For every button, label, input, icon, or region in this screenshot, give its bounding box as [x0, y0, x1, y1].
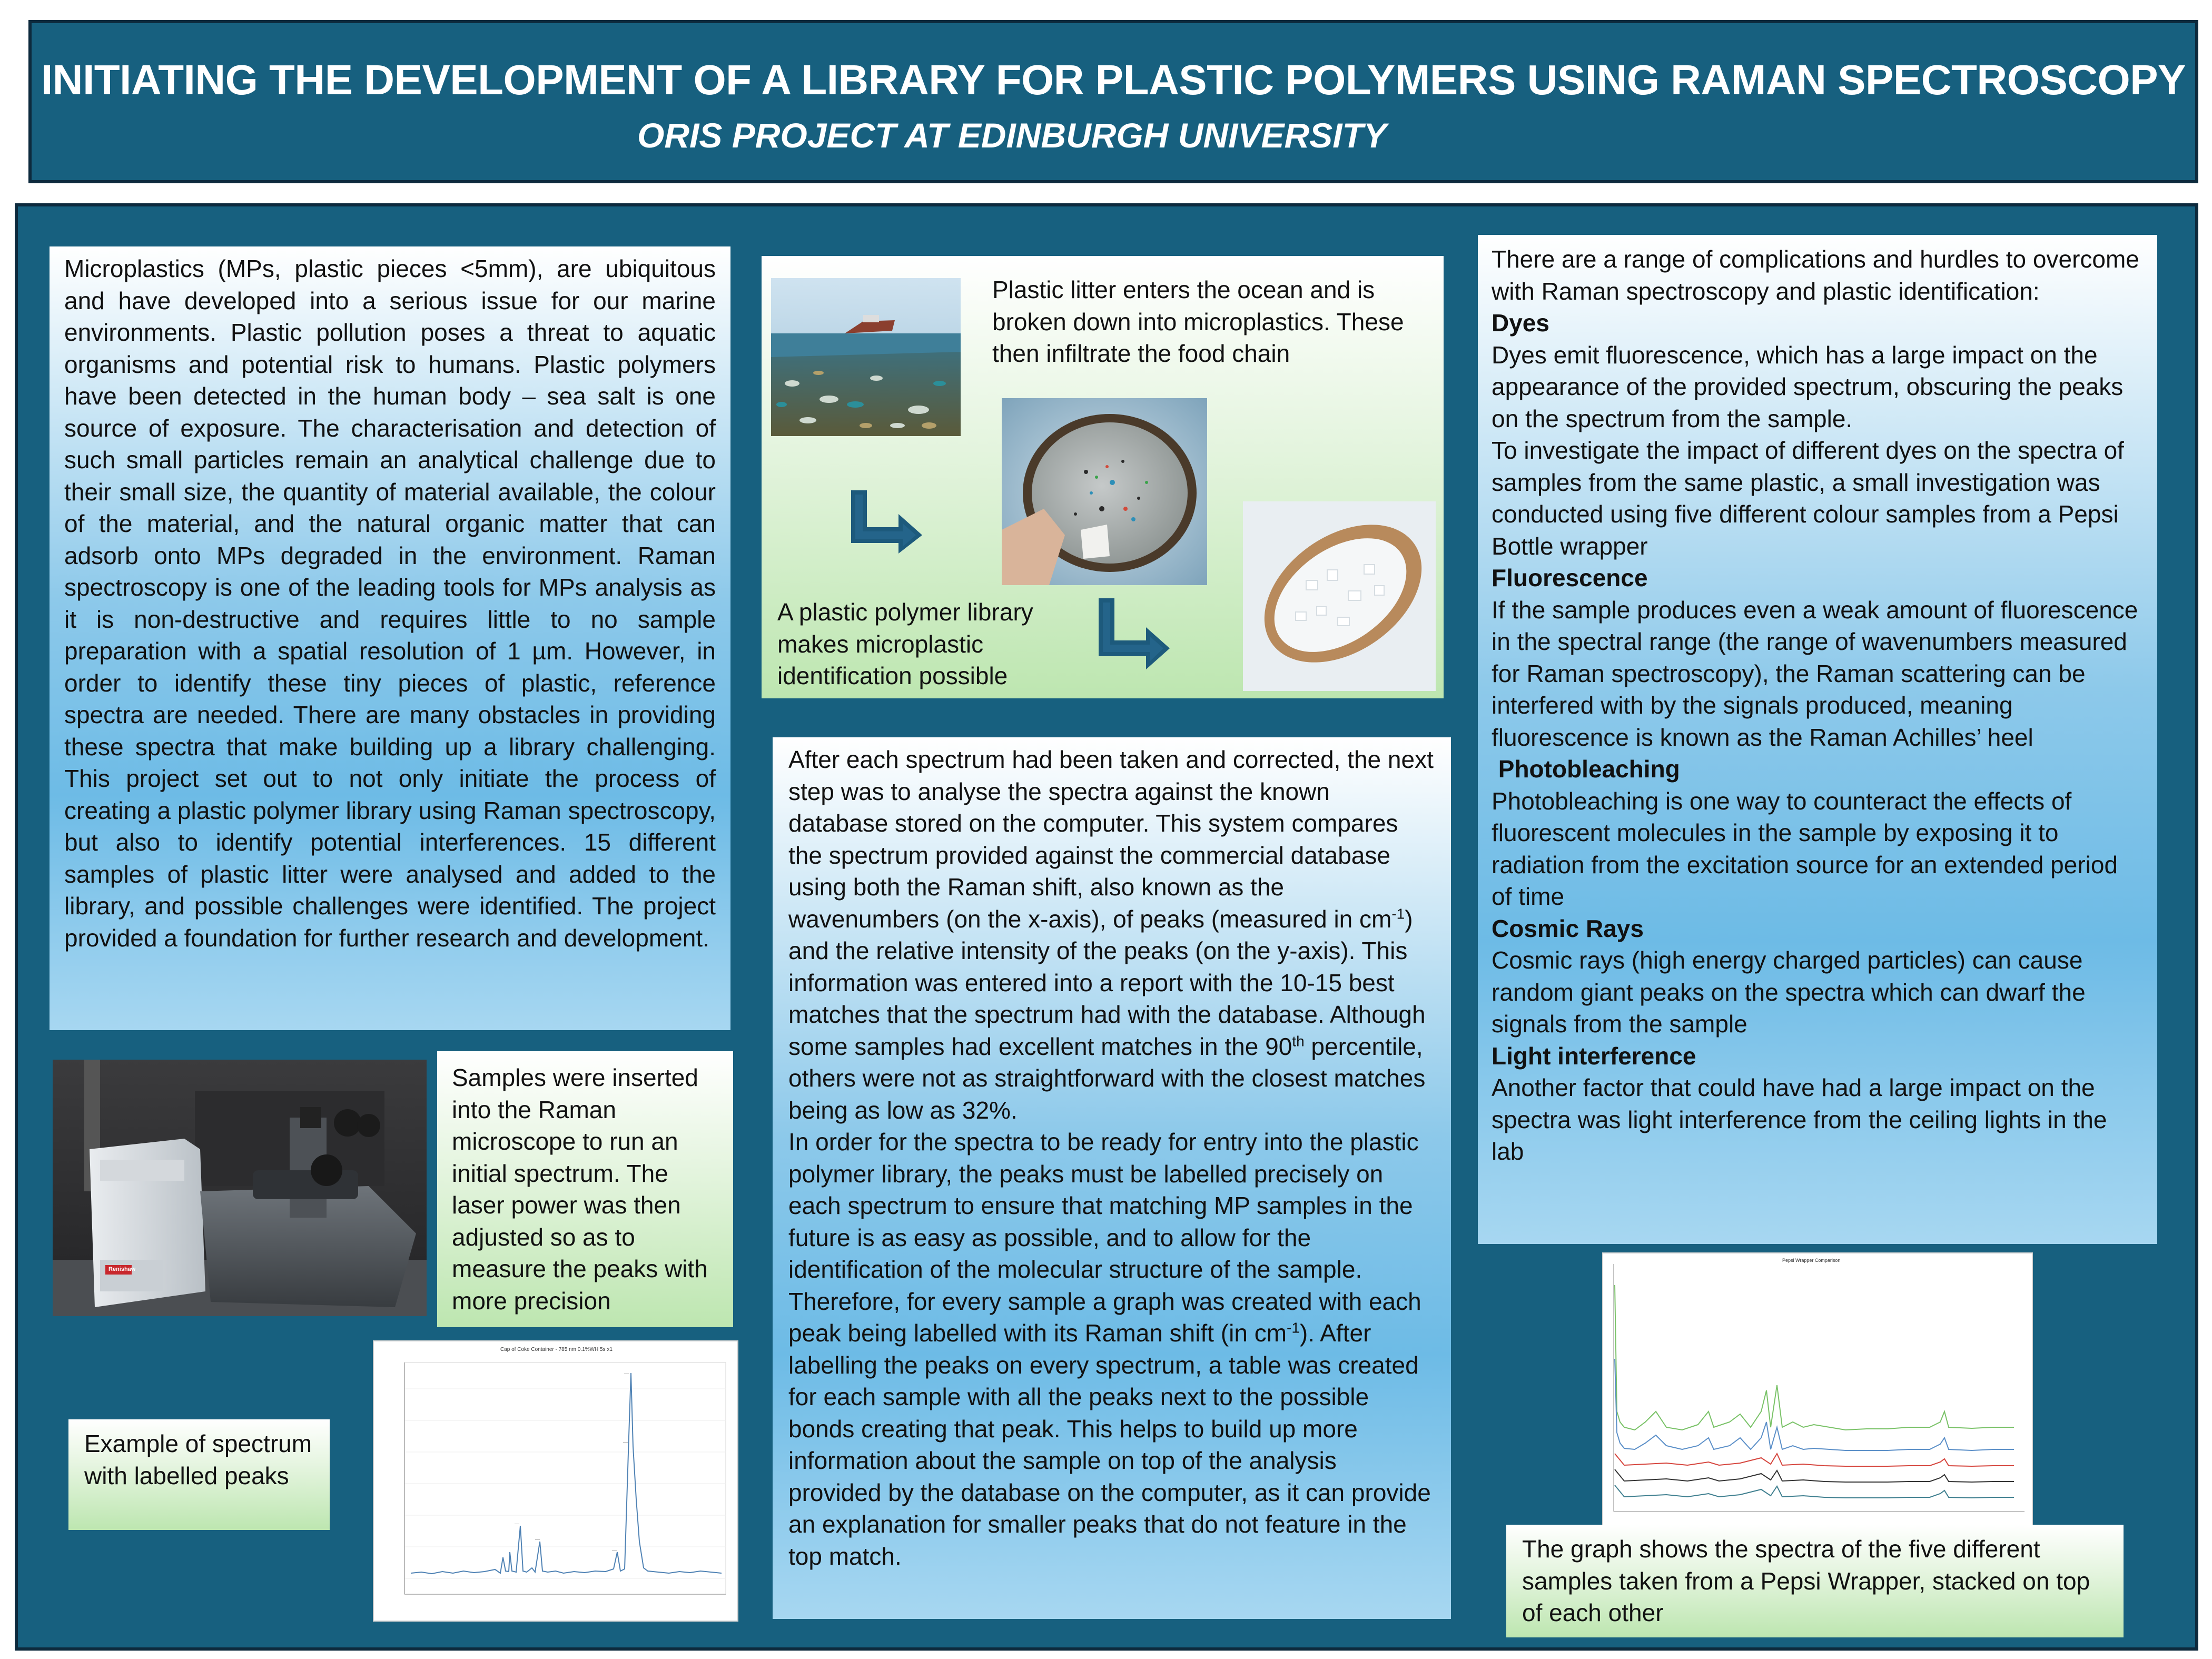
ocean-litter-photo	[771, 278, 961, 436]
cosmic-rays-heading: Cosmic Rays	[1492, 914, 1644, 942]
svg-text:__: __	[535, 1535, 540, 1540]
example-spectrum-chart	[373, 1340, 738, 1622]
raman-microscope-photo	[53, 1060, 427, 1316]
flow-caption-bottom: A plastic polymer library makes microplastic identification possible	[777, 598, 1033, 689]
analysis-p2-part-a: In order for the spectra to be ready for entry into the plastic polymer library, the peaks must be labelled precisely on each spectrum to ensure that matching MP samples in the future is as easy as possible, and to allow for the identification of the molecular structure of the sample. Therefore, for every sample a graph was created with each peak being labelled with its Raman shift (in cm	[788, 1128, 1421, 1347]
light-interference-heading: Light interference	[1492, 1042, 1696, 1070]
analysis-p1-part-a: After each spectrum had been taken and corrected, the next step was to analyse the spectra against the known database stored on the computer. This system compares the spectrum provided against the commercial database using both the Raman shift, also known as the wavenumbers (on the x-axis), of peaks (measured in cm	[788, 746, 1434, 933]
analysis-p2-part-b: ). After labelling the peaks on every spectrum, a table was created for each sample with all the peaks next to the possible bonds creating that peak. This helps to build up more information about the sample on top of the analysis provided by the database on the computer, as it can provide an explanation for smaller peaks that do not feature in the top match.	[788, 1319, 1431, 1570]
example-caption-box	[68, 1419, 330, 1530]
intro-text: Microplastics (MPs, plastic pieces <5mm), are ubiquitous and have developed into a serious issue for our marine environments. Plastic pollution poses a threat to aquatic organisms and potential risk to humans. Plastic polymers have been detected in the human body – sea salt is one source of exposure. The characterisation and detection of such small particles remain an analytical challenge due to their small size, the quantity of material available, the colour of the material, and the natural organic matter that can adsorb onto MPs degraded in the environment. Raman spectroscopy is one of the leading tools for MPs analysis as it is non-destructive and requires little to no sample preparation with a spatial resolution of 1 µm. However, in order to identify these tiny pieces of plastic, reference spectra are needed. There are many obstacles in providing these spectra that make building up a library challenging. This project set out to not only initiate the process of creating a plastic polymer library using Raman spectroscopy, but also to identify potential interferences. 15 different samples of plastic litter were analysed and added to the library, and possible challenges were identified. The project provided a foundation for further research and development.	[64, 255, 716, 952]
analysis-paragraph-1	[788, 744, 1435, 1126]
svg-text:__: __	[623, 1438, 628, 1443]
title-banner	[28, 20, 2198, 183]
complications-intro: There are a range of complications and hurdles to overcome with Raman spectroscopy and plastic identification:	[1492, 245, 2139, 305]
dyes-text: Dyes emit fluorescence, which has a large impact on the appearance of the provided spectrum, obscuring the peaks on the spectrum from the sample.	[1492, 341, 2124, 432]
poster-subtitle: ORIS PROJECT AT EDINBURGH UNIVERSITY	[637, 116, 1387, 155]
svg-text:__: __	[612, 1546, 617, 1551]
superscript-unit: -1	[1391, 905, 1405, 922]
analysis-box	[773, 737, 1451, 1619]
pepsi-chart-title: Pepsi Wrapper Comparison	[1782, 1258, 1841, 1263]
microscope-caption-box	[437, 1051, 733, 1327]
analysis-p1-part-c: percentile, others were not as straightforward with the closest matches being as low as 32%.	[788, 1032, 1426, 1124]
microscope-caption: Samples were inserted into the Raman microscope to run an initial spectrum. The laser power was then adjusted so as to measure the peaks with more precision	[452, 1064, 708, 1315]
analysis-p1-part-b: ) and the relative intensity of the peaks (on the y-axis). This information was entered into a report with the 10-15 best matches that the spectrum had with the database. Although some samples had excellent matches in the 90	[788, 905, 1426, 1060]
superscript-ordinal: th	[1292, 1033, 1305, 1050]
svg-text:__: __	[624, 1369, 629, 1374]
svg-text:__: __	[515, 1519, 519, 1524]
microplastic-sieve-photo	[1002, 398, 1207, 585]
light-interference-text: Another factor that could have had a large impact on the spectra was light interference from the ceiling lights in the lab	[1492, 1074, 2107, 1165]
superscript-unit: -1	[1287, 1319, 1300, 1336]
intro-box	[50, 246, 730, 1030]
photobleaching-text: Photobleaching is one way to counteract the effects of fluorescent molecules in the sample by exposing it to radiation from the excitation source for an extended period of time	[1492, 787, 2118, 910]
analysis-paragraph-2	[788, 1126, 1435, 1572]
complications-box	[1478, 235, 2157, 1244]
microscope-brand-label: Renishaw	[108, 1266, 136, 1272]
pepsi-caption-box	[1506, 1525, 2124, 1637]
flow-caption-top: Plastic litter enters the ocean and is broken down into microplastics. These then infiltrate the food chain	[992, 276, 1404, 367]
flow-arrow-1-icon	[846, 490, 925, 554]
poster-title: INITIATING THE DEVELOPMENT OF A LIBRARY FOR PLASTIC POLYMERS USING RAMAN SPECTROSCOPY	[41, 56, 2186, 103]
dyes-text-2: To investigate the impact of different dyes on the spectra of samples from the same plastic, a small investigation was conducted using five different colour samples from a Pepsi Bottle wrapper	[1492, 437, 2124, 560]
pepsi-spectra-chart	[1602, 1252, 2033, 1528]
cosmic-rays-text: Cosmic rays (high energy charged particles) can cause random giant peaks on the spectra which can dwarf the signals from the sample	[1492, 946, 2086, 1038]
pepsi-caption: The graph shows the spectra of the five different samples taken from a Pepsi Wrapper, stacked on top of each other	[1522, 1535, 2090, 1626]
sea-salt-photo	[1243, 501, 1436, 691]
photobleaching-heading: Photobleaching	[1492, 755, 1680, 783]
fluorescence-text: If the sample produces even a weak amount of fluorescence in the spectral range (the range of wavenumbers measured for Raman spectroscopy), the Raman scattering can be interfered with by the signals produced, meaning fluorescence is known as the Raman Achilles’ heel	[1492, 596, 2138, 751]
example-caption: Example of spectrum with labelled peaks	[84, 1430, 312, 1489]
fluorescence-heading: Fluorescence	[1492, 564, 1648, 591]
flow-arrow-2-icon	[1093, 598, 1172, 669]
example-chart-title: Cap of Coke Container - 785 nm 0.1%WH 5s x1	[500, 1347, 613, 1352]
dyes-heading: Dyes	[1492, 309, 1549, 337]
flow-diagram-box	[762, 256, 1444, 698]
